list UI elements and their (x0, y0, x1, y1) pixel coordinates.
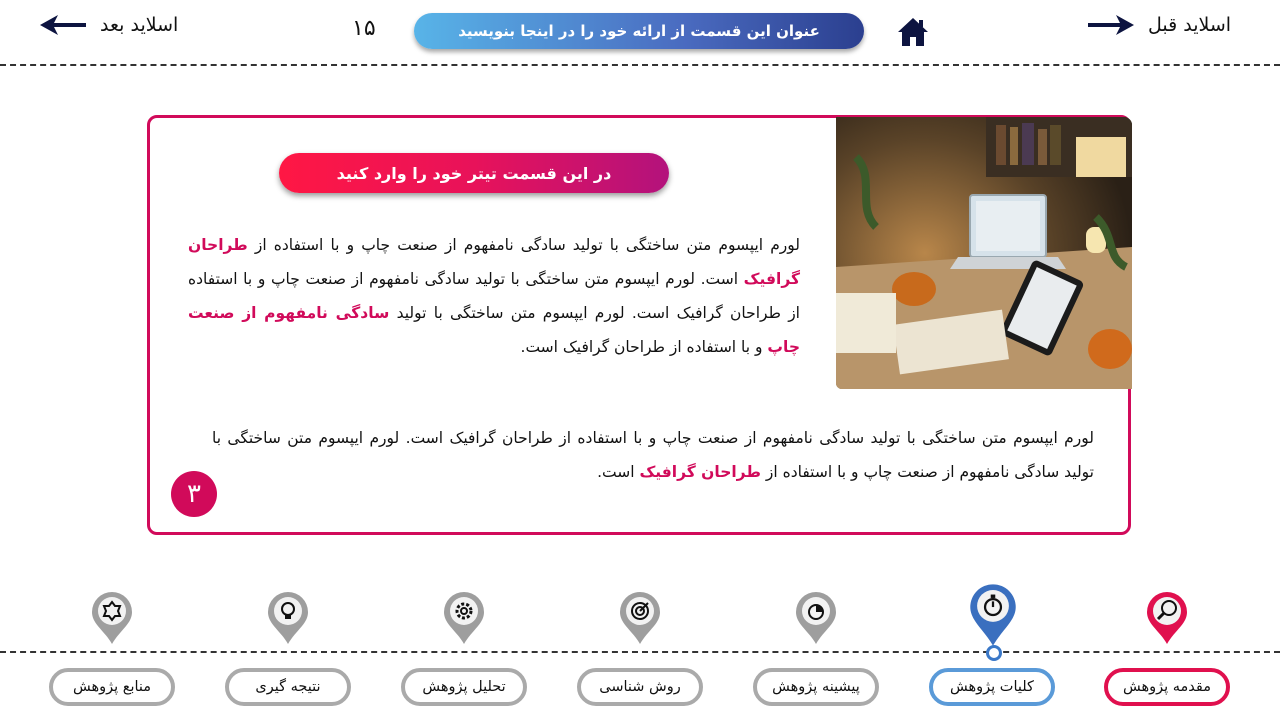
tab-analysis[interactable]: تحلیل پژوهش (401, 668, 527, 706)
lightbulb-icon[interactable] (266, 590, 310, 648)
para2-text-1: لورم ایپسوم متن ساختگی با تولید سادگی نامفهوم از صنعت چاپ و با استفاده از طراحان گرافیک است. لورم ایپسوم متن ساختگی با تولید سادگی نامفهوم از صنعت چاپ و با استفاده از (212, 429, 1094, 481)
next-slide-label: اسلاید بعد (100, 14, 179, 36)
study-desk-photo (836, 117, 1132, 389)
tab-references[interactable]: منابع پژوهش (49, 668, 175, 706)
arrow-left-icon (40, 15, 86, 35)
tab-literature[interactable]: پیشینه پژوهش (753, 668, 879, 706)
home-icon[interactable] (896, 16, 930, 48)
active-indicator-dot (986, 645, 1002, 661)
para2-highlight-1: طراحان گرافیک (639, 463, 761, 481)
arrow-right-icon (1088, 15, 1134, 35)
para1-text-3: و با استفاده از طراحان گرافیک است. (520, 338, 768, 356)
page-number-badge: ۳ (171, 471, 217, 517)
gear-icon[interactable] (442, 590, 486, 648)
para1-highlight-1: طراحان گرافیک (188, 236, 800, 288)
body-paragraph-2 (212, 421, 1094, 489)
para1-text-2: است. لورم ایپسوم متن ساختگی با تولید سادگی نامفهوم از صنعت چاپ و با استفاده از طراحان گرافیک است. لورم ایپسوم متن ساختگی با تولید (188, 270, 800, 322)
section-title: عنوان این قسمت از ارائه خود را در اینجا بنویسید (414, 13, 864, 49)
settings-badge-icon[interactable] (90, 590, 134, 648)
tab-conclusion[interactable]: نتیجه گیری (225, 668, 351, 706)
tab-introduction[interactable]: مقدمه پژوهش (1104, 668, 1230, 706)
card-title: در این قسمت تیتر خود را وارد کنید (279, 153, 669, 193)
para1-highlight-2: سادگی نامفهوم از صنعت چاپ (188, 304, 800, 356)
tab-methodology[interactable]: روش شناسی (577, 668, 703, 706)
prev-slide-link[interactable] (1088, 14, 1231, 36)
para2-text-2: است. (597, 463, 640, 481)
tab-overview[interactable]: کلیات پژوهش (929, 668, 1055, 706)
body-paragraph-1 (188, 228, 800, 364)
bottom-divider (0, 651, 1280, 653)
magnifier-icon[interactable] (1145, 590, 1189, 648)
target-icon[interactable] (618, 590, 662, 648)
next-slide-link[interactable] (40, 14, 178, 36)
slide-number: ۱۵ (352, 16, 376, 41)
top-divider (0, 64, 1280, 66)
pie-chart-icon[interactable] (794, 590, 838, 648)
para1-text-1: لورم ایپسوم متن ساختگی با تولید سادگی نامفهوم از صنعت چاپ و با استفاده از (247, 236, 800, 254)
prev-slide-label: اسلاید قبل (1148, 14, 1232, 36)
stopwatch-icon[interactable] (968, 582, 1018, 648)
